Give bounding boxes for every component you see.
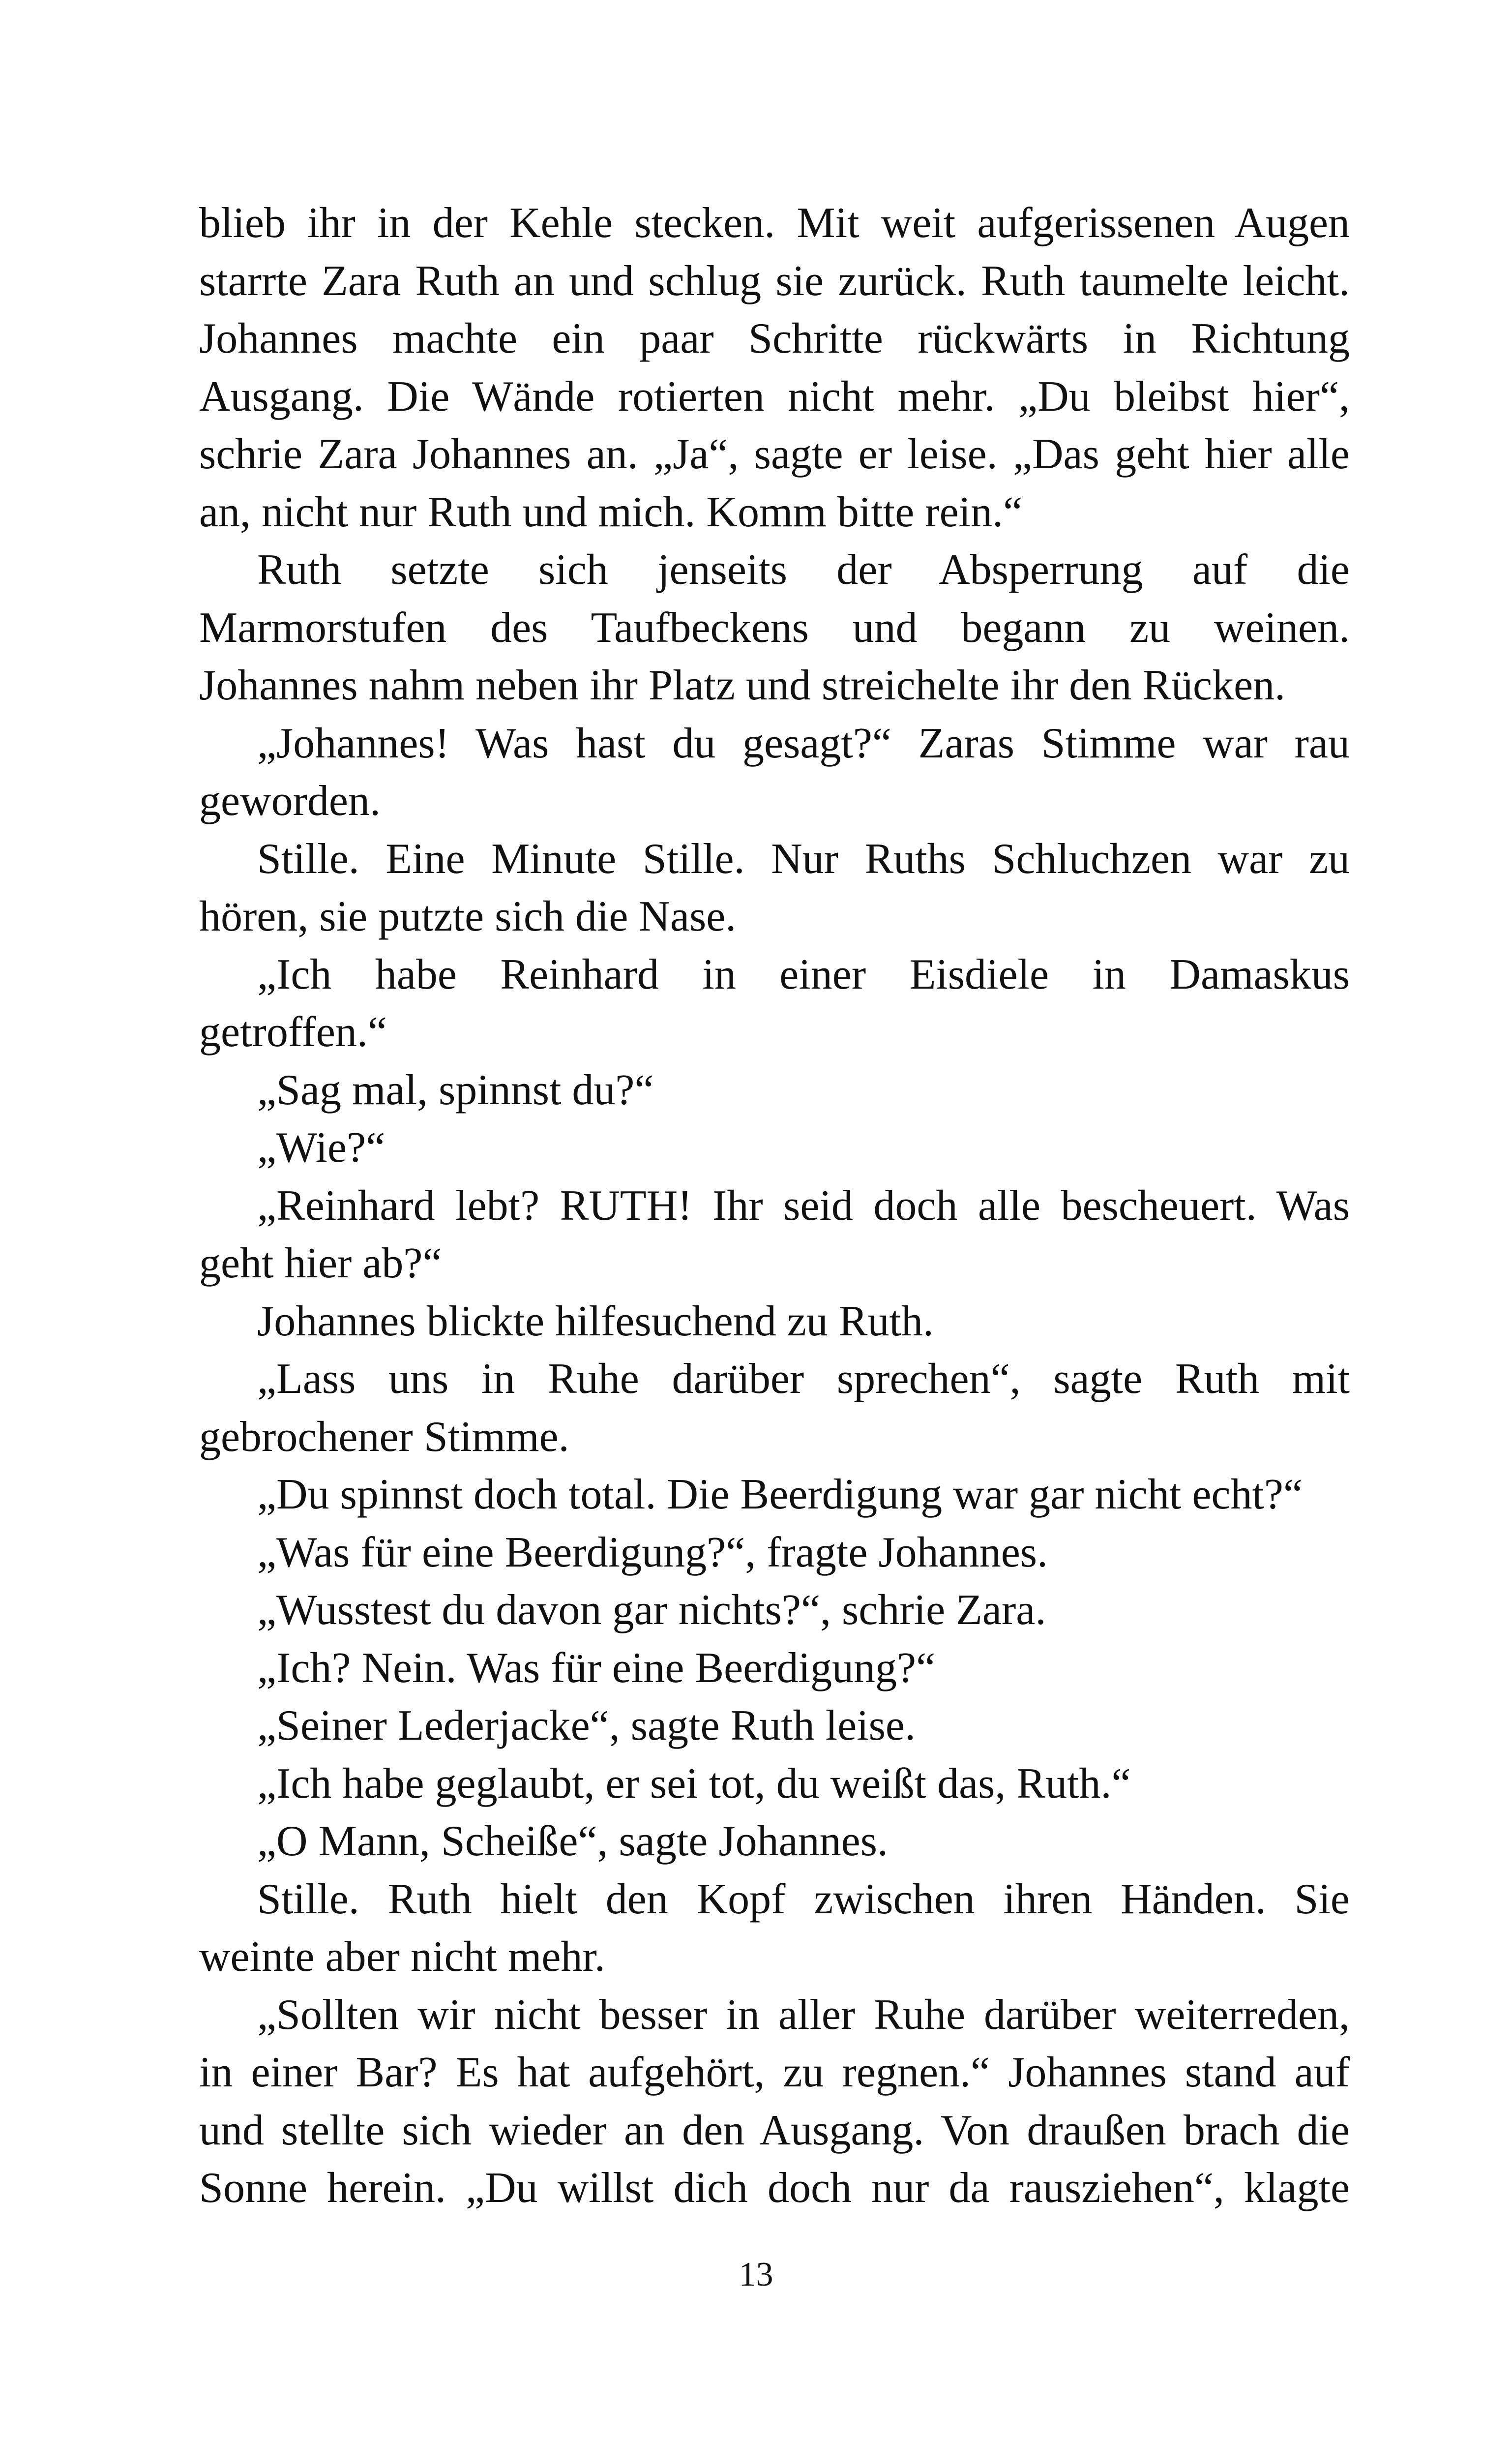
text-line: „Johannes! Was hast du gesagt?“ Zaras Stimme war rau xyxy=(257,719,1350,767)
text-line: „Sag mal, spinnst du?“ xyxy=(257,1066,654,1114)
text-line: „Lass uns in Ruhe darüber sprechen“, sagte Ruth mit xyxy=(257,1355,1350,1403)
text-line: Ausgang. Die Wände rotierten nicht mehr. „Du bleibst hier“, xyxy=(199,372,1350,421)
text-line: „Ich? Nein. Was für eine Beerdigung?“ xyxy=(257,1644,936,1692)
text-line: an, nicht nur Ruth und mich. Komm bitte rein.“ xyxy=(199,488,1023,536)
text-line: in einer Bar? Es hat aufgehört, zu regnen.“ Johannes stand auf xyxy=(199,2049,1350,2096)
text-line: hören, sie putzte sich die Nase. xyxy=(199,893,737,940)
text-line: „Was für eine Beerdigung?“, fragte Johannes. xyxy=(257,1528,1048,1576)
text-line: „O Mann, Scheiße“, sagte Johannes. xyxy=(257,1817,888,1865)
text-line: Marmorstufen des Taufbeckens und begann zu weinen. xyxy=(199,603,1350,652)
text-line: schrie Zara Johannes an. „Ja“, sagte er leise. „Das geht hier alle xyxy=(199,430,1350,478)
text-line: Stille. Eine Minute Stille. Nur Ruths Schluchzen war zu xyxy=(257,835,1350,883)
text-line: Stille. Ruth hielt den Kopf zwischen ihren Händen. Sie xyxy=(257,1875,1350,1923)
text-line: geworden. xyxy=(199,777,381,825)
text-line: „Ich habe Reinhard in einer Eisdiele in Damaskus xyxy=(257,950,1350,998)
text-line: Sonne herein. „Du willst dich doch nur da rausziehen“, klagte xyxy=(199,2164,1350,2212)
text-line: Johannes blickte hilfesuchend zu Ruth. xyxy=(257,1297,934,1345)
text-line: „Wie?“ xyxy=(257,1124,385,1172)
text-line: geht hier ab?“ xyxy=(199,1239,442,1287)
text-line: „Ich habe geglaubt, er sei tot, du weißt das, Ruth.“ xyxy=(257,1759,1131,1808)
text-line: Ruth setzte sich jenseits der Absperrung auf die xyxy=(257,546,1350,594)
text-line: „Wusstest du davon gar nichts?“, schrie Zara. xyxy=(257,1586,1046,1634)
text-line: Johannes machte ein paar Schritte rückwärts in Richtung xyxy=(199,315,1350,362)
text-line: und stellte sich wieder an den Ausgang. Von draußen brach die xyxy=(199,2106,1350,2154)
text-line: „Sollten wir nicht besser in aller Ruhe darüber weiterreden, xyxy=(257,1991,1350,2039)
page-number: 13 xyxy=(739,2256,773,2293)
body-text xyxy=(199,194,1350,2217)
text-line: starrte Zara Ruth an und schlug sie zurück. Ruth taumelte leicht. xyxy=(199,257,1350,305)
text-line: blieb ihr in der Kehle stecken. Mit weit aufgerissenen Augen xyxy=(199,199,1350,247)
text-line: „Du spinnst doch total. Die Beerdigung war gar nicht echt?“ xyxy=(257,1471,1303,1518)
text-line: gebrochener Stimme. xyxy=(199,1413,569,1461)
text-line: „Reinhard lebt? RUTH! Ihr seid doch alle bescheuert. Was xyxy=(257,1181,1350,1230)
text-line: weinte aber nicht mehr. xyxy=(199,1933,605,1981)
text-line: getroffen.“ xyxy=(199,1008,387,1056)
text-line: „Seiner Lederjacke“, sagte Ruth leise. xyxy=(257,1702,916,1749)
text-line: Johannes nahm neben ihr Platz und streichelte ihr den Rücken. xyxy=(199,662,1286,709)
